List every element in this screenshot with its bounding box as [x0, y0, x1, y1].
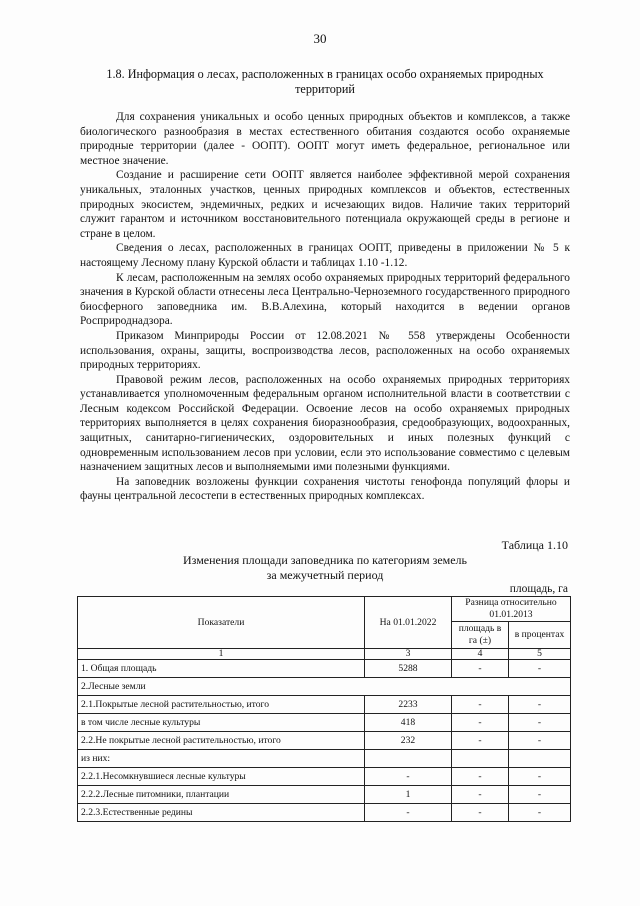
body-text — [80, 110, 570, 504]
paragraph: К лесам, расположенным на землях особо охраняемых природных территорий федерального значения в Курской области отнесены леса Центрально-Черноземного государственного природного биосферного заповедника им. В.В.Алехина, который находится в ведении органов Росприроднадзора. — [80, 271, 570, 328]
row-name: 2.2.3.Естественные редины — [78, 804, 365, 822]
row-area: - — [452, 660, 509, 678]
paragraph: Для сохранения уникальных и особо ценных природных объектов и комплексов, а также биологического разнообразия в местах естественного обитания создаются особо охраняемые природные территории (далее - ООПТ). ООПТ могут иметь федеральное, региональное или местное значение. — [80, 111, 570, 167]
header-diff-area: площадь в га (±) — [452, 622, 509, 649]
column-number-row — [78, 649, 571, 660]
row-name: из них: — [78, 750, 365, 768]
header-date: На 01.01.2022 — [365, 597, 452, 649]
row-area: - — [452, 804, 509, 822]
header-diff-pct: в процентах — [509, 622, 571, 649]
table-row — [78, 768, 571, 786]
row-pct: - — [509, 696, 571, 714]
table-title — [80, 553, 570, 583]
table-row — [78, 804, 571, 822]
paragraph: Приказом Минприроды России от 12.08.2021 № 558 утверждены Особенности использования, охраны, защиты, воспроизводства лесов, расположенных на особо охраняемых природных территориях. — [80, 329, 570, 372]
row-name: в том числе лесные культуры — [78, 714, 365, 732]
row-pct: - — [509, 768, 571, 786]
row-value: 418 — [365, 714, 452, 732]
row-area: - — [452, 786, 509, 804]
table-row — [78, 678, 571, 696]
column-number: 5 — [509, 649, 571, 660]
table-units: площадь, га — [509, 583, 568, 595]
row-area: - — [452, 732, 509, 750]
paragraph: Правовой режим лесов, расположенных на особо охраняемых природных территориях устанавливается уполномоченным федеральным органом исполнительной власти в соответствии с Лесным кодексом Российской Федерации. Освоение лесов на особо охраняемых природных территориях выполняется в целях сохранения биоразнообразия, средообразующих, водоохранных, защитных, санитарно-гигиенических, оздоровительных и иных полезных функций с одновременным использованием лесов при условии, если это использование совместимо с целевым назначением защитных лесов и выполняемыми ими полезными функциями. — [80, 373, 570, 474]
table-title-line: Изменения площади заповедника по категориям земель — [182, 553, 468, 567]
table-label: Таблица 1.10 — [501, 538, 568, 552]
table-row — [78, 732, 571, 750]
row-name: 2.Лесные земли — [78, 678, 571, 696]
row-name: 2.2.Не покрытые лесной растительностью, итого — [78, 732, 365, 750]
row-pct: - — [509, 732, 571, 750]
header-indicators: Показатели — [78, 597, 365, 649]
row-value: - — [365, 804, 452, 822]
row-value: 5288 — [365, 660, 452, 678]
table-row — [78, 696, 571, 714]
column-number: 3 — [365, 649, 452, 660]
column-number: 4 — [452, 649, 509, 660]
row-value: 232 — [365, 732, 452, 750]
row-name: 2.2.1.Несомкнувшиеся лесные культуры — [78, 768, 365, 786]
column-number: 1 — [78, 649, 365, 660]
table-row — [78, 714, 571, 732]
row-area: - — [452, 696, 509, 714]
row-value: - — [365, 768, 452, 786]
paragraph: Сведения о лесах, расположенных в границах ООПТ, приведены в приложении № 5 к настоящему Лесному плану Курской области и таблицах 1.10 -1.12. — [80, 242, 570, 269]
row-name: 1. Общая площадь — [78, 660, 365, 678]
header-diff: Разница относительно 01.01.2013 — [452, 597, 571, 622]
row-area: - — [452, 714, 509, 732]
row-pct — [509, 750, 571, 768]
table-row — [78, 660, 571, 678]
table-title-line: за межучетный период — [266, 568, 384, 582]
row-pct: - — [509, 804, 571, 822]
row-pct: - — [509, 786, 571, 804]
section-heading: 1.8. Информация о лесах, расположенных в границах особо охраняемых природных территорий — [106, 67, 544, 96]
row-area: - — [452, 768, 509, 786]
row-name: 2.1.Покрытые лесной растительностью, итого — [78, 696, 365, 714]
table-row — [78, 750, 571, 768]
page-number: 30 — [313, 31, 327, 46]
paragraph: На заповедник возложены функции сохранения чистоты генофонда популяций флоры и фауны центральной лесостепи в естественных природных комплексах. — [80, 475, 570, 503]
row-pct: - — [509, 714, 571, 732]
area-change-table — [77, 596, 571, 822]
row-area — [452, 750, 509, 768]
paragraph: Создание и расширение сети ООПТ является наиболее эффективной мерой сохранения уникальных, эталонных участков, ценных природных комплексов и объектов, естественных природных экосистем, эндемичных, редких и исчезающих видов. Наличие таких территорий служит гарантом и источником восстановительного потенциала окружающей среды в регионе и стране в целом. — [80, 169, 570, 240]
row-pct: - — [509, 660, 571, 678]
row-value: 1 — [365, 786, 452, 804]
row-name: 2.2.2.Лесные питомники, плантации — [78, 786, 365, 804]
row-value: 2233 — [365, 696, 452, 714]
table-row — [78, 786, 571, 804]
row-value — [365, 750, 452, 768]
